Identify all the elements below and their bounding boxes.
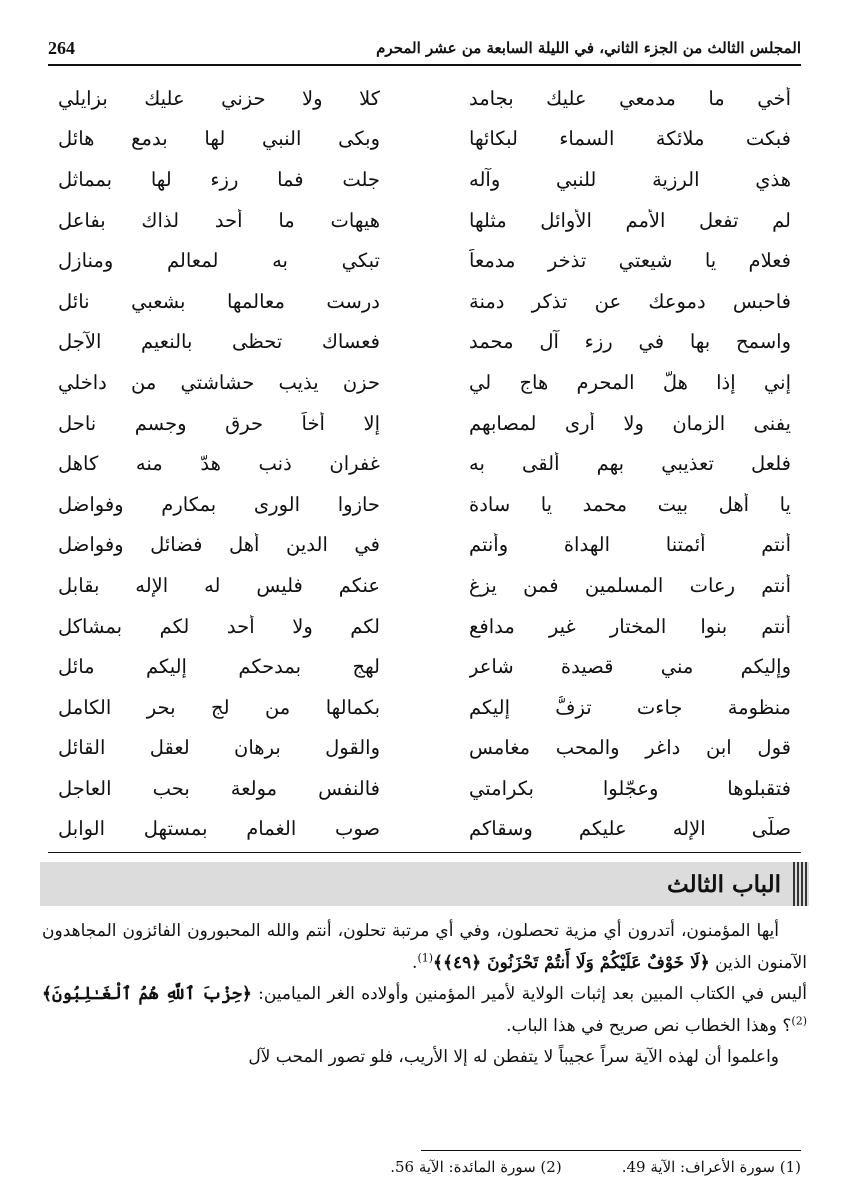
first-hemistich: أنتم بنوا المختار غير مدافع — [469, 614, 791, 638]
first-hemistich: أنتم رعات المسلمين فمن يزغ — [469, 573, 791, 597]
first-hemistich: فعلام يا شيعتي تذخر مدمعاً — [469, 249, 791, 273]
chapter-title: الباب الثالث — [667, 870, 781, 898]
first-hemistich: يفنى الزمان ولا أرى لمصابهم — [469, 411, 791, 435]
first-hemistich: يا أهل بيت محمد يا سادة — [469, 492, 791, 516]
first-hemistich: أخي ما مدمعي عليك بجامد — [469, 86, 791, 110]
poem-verse — [58, 322, 791, 363]
running-header — [48, 32, 801, 66]
second-hemistich: تبكي به لمعالم ومنازل — [58, 249, 380, 273]
second-hemistich: كلا ولا حزني عليك بزايلي — [58, 86, 380, 110]
second-hemistich: عنكم فليس له الإله بقابل — [58, 573, 380, 597]
poem-verse — [58, 484, 791, 525]
chapter-marker-icon — [793, 862, 809, 906]
paragraph-1-text: أيها المؤمنون، أتدرون أي مزية تحصلون، وفي أي مرتبة تحلون، أنتم والله المحبورون الفائزون المجاهدون الآمنون الذين — [42, 921, 807, 973]
paragraph-2-end: ؟ وهذا الخطاب نص صريح في هذا الباب. — [506, 1015, 792, 1036]
poem-verse — [58, 78, 791, 119]
poem — [58, 78, 791, 849]
paragraph-2 — [42, 979, 807, 1042]
poem-verse — [58, 240, 791, 281]
poem-verse — [58, 768, 791, 809]
second-hemistich: والقول برهان لعقل القائل — [58, 736, 380, 760]
second-hemistich: في الدين أهل فضائل وفواضل — [58, 533, 380, 557]
poem-verse — [58, 606, 791, 647]
first-hemistich: هذي الرزية للنبي وآله — [469, 167, 791, 191]
footnote-1: (1) سورة الأعراف: الآية 49. — [621, 1158, 801, 1176]
first-hemistich: إني إذا هلّ المحرم هاج لي — [469, 370, 791, 394]
poem-verse — [58, 281, 791, 322]
page-number: 264 — [48, 37, 75, 58]
poem-verse — [58, 119, 791, 160]
poem-verse — [58, 525, 791, 566]
quran-verse-1: ﴿لَا خَوْفٌ عَلَيْكُمْ وَلَا أَنتُمْ تَحْزَنُونَ ﴿٤٩﴾﴾ — [433, 952, 710, 973]
first-hemistich: صلّى الإله عليكم وسقاكم — [469, 817, 791, 841]
first-hemistich: أنتم أئمتنا الهداة وأنتم — [469, 533, 791, 557]
second-hemistich: فالنفس مولعة بحب العاجل — [58, 776, 380, 800]
first-hemistich: واسمح بها في رزء آل محمد — [469, 330, 791, 354]
first-hemistich: فاحبس دموعك عن تذكر دمنة — [469, 289, 791, 313]
poem-verse — [58, 443, 791, 484]
footnotes — [48, 1158, 801, 1176]
poem-verse — [58, 646, 791, 687]
running-title: المجلس الثالث من الجزء الثاني، في الليلة السابعة من عشر المحرم — [376, 39, 801, 57]
chapter-heading — [40, 862, 809, 906]
first-hemistich: فلعل تعذيبي بهم ألقى به — [469, 452, 791, 476]
poem-verse — [58, 687, 791, 728]
footnote-2: (2) سورة المائدة: الآية 56. — [390, 1158, 562, 1176]
second-hemistich: جلت فما رزء لها بمماثل — [58, 167, 380, 191]
first-hemistich: فتقبلوها وعجّلوا بكرامتي — [469, 776, 791, 800]
poem-verse — [58, 728, 791, 769]
second-hemistich: حزن يذيب حشاشتي من داخلي — [58, 370, 380, 394]
poem-verse — [58, 565, 791, 606]
second-hemistich: فعساك تحظى بالنعيم الآجل — [58, 330, 380, 354]
second-hemistich: إلا أخاً حرق وجسم ناحل — [58, 411, 380, 435]
poem-verse — [58, 403, 791, 444]
poem-verse — [58, 200, 791, 241]
second-hemistich: غفران ذنب هدّ منه كاهل — [58, 452, 380, 476]
paragraph-2-text: أليس في الكتاب المبين بعد إثبات الولاية لأمير المؤمنين وأولاده الغر الميامين: — [258, 984, 807, 1004]
first-hemistich: قول ابن داغر والمحب مغامس — [469, 736, 791, 760]
second-hemistich: هيهات ما أحد لذاك بفاعل — [58, 208, 380, 232]
paragraph-3: واعلموا أن لهذه الآية سراً عجيباً لا يتفطن له إلا الأريب، فلو تصور المحب لآل — [248, 1047, 779, 1067]
poem-verse — [58, 362, 791, 403]
second-hemistich: لكم ولا أحد لكم بمشاكل — [58, 614, 380, 638]
footnote-divider — [421, 1150, 801, 1151]
second-hemistich: لهج بمدحكم إليكم مائل — [58, 655, 380, 679]
poem-verse — [58, 809, 791, 850]
second-hemistich: صوب الغمام بمستهل الوابل — [58, 817, 380, 841]
poem-verse — [58, 159, 791, 200]
body-text — [42, 916, 807, 1074]
paragraph-1 — [42, 916, 807, 979]
second-hemistich: بكمالها من لج بحر الكامل — [58, 695, 380, 719]
first-hemistich: فبكت ملائكة السماء لبكائها — [469, 127, 791, 151]
poem-divider — [48, 852, 801, 853]
first-hemistich: منظومة جاءت تزفُّ إليكم — [469, 695, 791, 719]
second-hemistich: حازوا الورى بمكارم وفواضل — [58, 492, 380, 516]
first-hemistich: لم تفعل الأمم الأوائل مثلها — [469, 208, 791, 232]
second-hemistich: وبكى النبي لها بدمع هائل — [58, 127, 380, 151]
footnote-ref-1: (1) — [417, 950, 434, 964]
paragraph-1-end: . — [412, 952, 418, 973]
first-hemistich: وإليكم مني قصيدة شاعر — [469, 655, 791, 679]
second-hemistich: درست معالمها بشعبي نائل — [58, 289, 380, 313]
quran-verse-2: ﴿حِزْبَ ٱللَّهِ هُمُ ٱلْغَـٰلِبُونَ﴾ — [42, 984, 252, 1004]
footnote-ref-2: (2) — [791, 1013, 807, 1027]
